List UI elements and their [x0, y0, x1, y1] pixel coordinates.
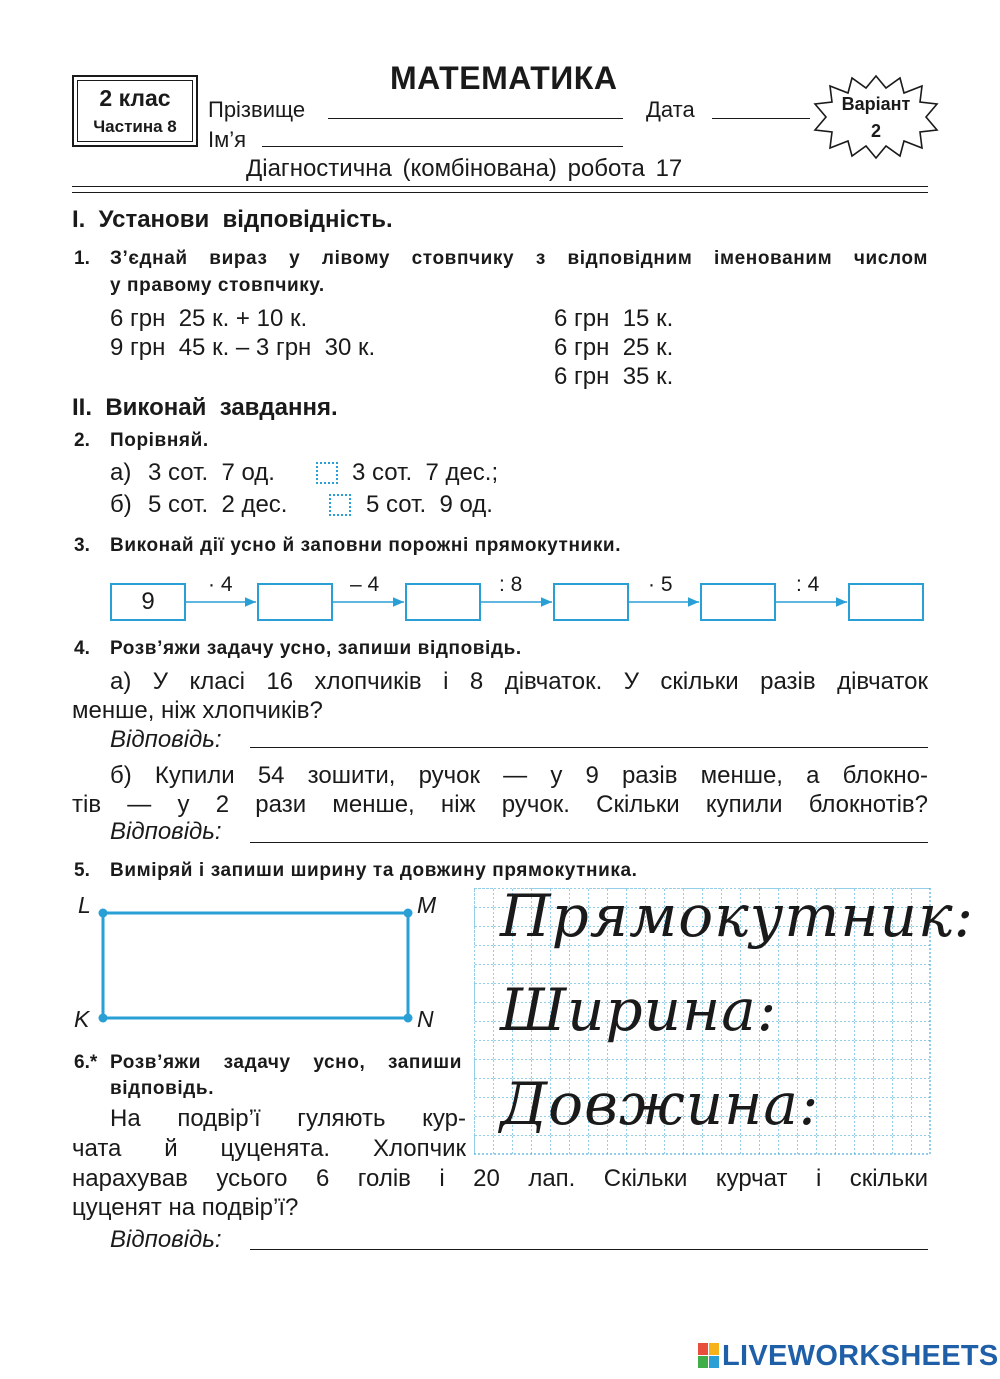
task-6-text: Розв’яжи задачу усно, запиши [110, 1052, 462, 1073]
date-label: Дата [646, 97, 695, 122]
compare-b-label: б) [110, 491, 132, 518]
rectangle-lmnk [103, 913, 408, 1018]
right-value-2: 6 грн 25 к. [554, 334, 674, 361]
name-field[interactable] [262, 146, 623, 147]
corner-label-n: N [417, 1006, 434, 1032]
task-4-number: 4. [74, 638, 90, 659]
task-6-text-2: відповідь. [110, 1078, 215, 1099]
task-4b-answer-label: Відповідь: [110, 818, 222, 845]
right-value-3: 6 грн 35 к. [554, 363, 674, 390]
task-6-para-4: цуценят на подвір’ї? [72, 1194, 299, 1221]
task-3-number: 3. [74, 535, 90, 556]
compare-a-left: 3 сот. 7 од. [148, 459, 275, 486]
task-5-text: Виміряй і запиши ширину та довжину прямокутника. [110, 860, 638, 881]
liveworksheets-brand[interactable]: LIVEWORKSHEETS [722, 1340, 999, 1372]
task-6-para-3: нарахував усього 6 голів і 20 лап. Скільки курчат і скільки [72, 1165, 928, 1192]
chain-op-2: – 4 [350, 573, 380, 596]
vertex-l [99, 909, 108, 918]
chain-op-4: · 5 [648, 573, 673, 596]
compare-a-label: а) [110, 459, 132, 486]
left-expression-2: 9 грн 45 к. – 3 грн 30 к. [110, 334, 376, 361]
compare-b-left: 5 сот. 2 дес. [148, 491, 288, 518]
header-divider [72, 186, 928, 187]
chain-start-box: 9 [110, 583, 186, 621]
task-5-number: 5. [74, 860, 90, 881]
compare-b-right: 5 сот. 9 од. [366, 491, 493, 518]
rectangle-figure [96, 906, 416, 1026]
task-2-number: 2. [74, 430, 90, 451]
liveworksheets-logo [698, 1343, 720, 1369]
task-4b-line-2: тів — у 2 рази менше, ніж ручок. Скільки купили блокнотів? [72, 791, 928, 818]
compare-a-box[interactable] [316, 462, 338, 484]
section-1-title: I. Установи відповідність. [72, 206, 393, 233]
starburst-shape [815, 76, 937, 158]
vertex-m [404, 909, 413, 918]
corner-label-k: K [74, 1006, 90, 1032]
part-label: Частина 8 [93, 117, 177, 136]
task-1-text: З’єднай вираз у лівому стовпчику з відповідним іменованим числом [110, 248, 928, 269]
vertex-n [404, 1014, 413, 1023]
task-3-text: Виконай дії усно й заповни порожні прямокутники. [110, 535, 622, 556]
task-6-answer-line[interactable] [250, 1249, 928, 1250]
surname-field[interactable] [328, 118, 623, 119]
vertex-k [99, 1014, 108, 1023]
script-rectangle: Прямокутник: [500, 882, 975, 950]
variant-badge [812, 72, 940, 162]
task-4b-line-1: б) Купили 54 зошити, ручок — у 9 разів менше, а блокно- [110, 762, 928, 789]
grade-label: 2 клас [99, 85, 171, 111]
subtitle: Діагностична (комбінована) робота 17 [246, 155, 683, 182]
compare-b-box[interactable] [329, 494, 351, 516]
date-field[interactable] [712, 118, 810, 119]
task-4-text: Розв’яжи задачу усно, запиши відповідь. [110, 638, 522, 659]
header-divider-2 [72, 192, 928, 193]
left-expression-1: 6 грн 25 к. + 10 к. [110, 305, 308, 332]
task-4a-answer-line[interactable] [250, 747, 928, 748]
task-4a-answer-label: Відповідь: [110, 726, 222, 753]
task-6-para-2: чата й цуценята. Хлопчик [72, 1135, 466, 1162]
task-2-text: Порівняй. [110, 430, 209, 451]
page-title: МАТЕМАТИКА [390, 60, 618, 96]
task-4b-answer-line[interactable] [250, 842, 928, 843]
corner-label-l: L [78, 892, 91, 918]
script-width: Ширина: [500, 976, 778, 1044]
task-6-para-1: На подвір’ї гуляють кур- [110, 1105, 466, 1132]
chain-op-1: · 4 [208, 573, 233, 596]
task-1-number: 1. [74, 248, 90, 269]
right-value-1: 6 грн 15 к. [554, 305, 674, 332]
compare-a-right: 3 сот. 7 дес.; [352, 459, 499, 486]
chain-op-5: : 4 [796, 573, 820, 596]
task-6-answer-label: Відповідь: [110, 1226, 222, 1253]
task-1-text-2: у правому стовпчику. [110, 275, 325, 296]
script-length: Довжина: [500, 1070, 820, 1138]
task-4a-line-2: менше, ніж хлопчиків? [72, 697, 323, 724]
section-2-title: II. Виконай завдання. [72, 394, 338, 421]
grade-box [72, 75, 198, 147]
variant-number: 2 [870, 121, 881, 141]
chain-op-3: : 8 [499, 573, 523, 596]
task-4a-line-1: а) У класі 16 хлопчиків і 8 дівчаток. У скільки разів дівчаток [110, 668, 928, 695]
name-label: Ім’я [208, 127, 247, 152]
variant-label: Варіант [841, 94, 911, 114]
corner-label-m: M [417, 892, 437, 918]
surname-label: Прізвище [208, 97, 306, 122]
task-6-number: 6.* [74, 1052, 98, 1073]
